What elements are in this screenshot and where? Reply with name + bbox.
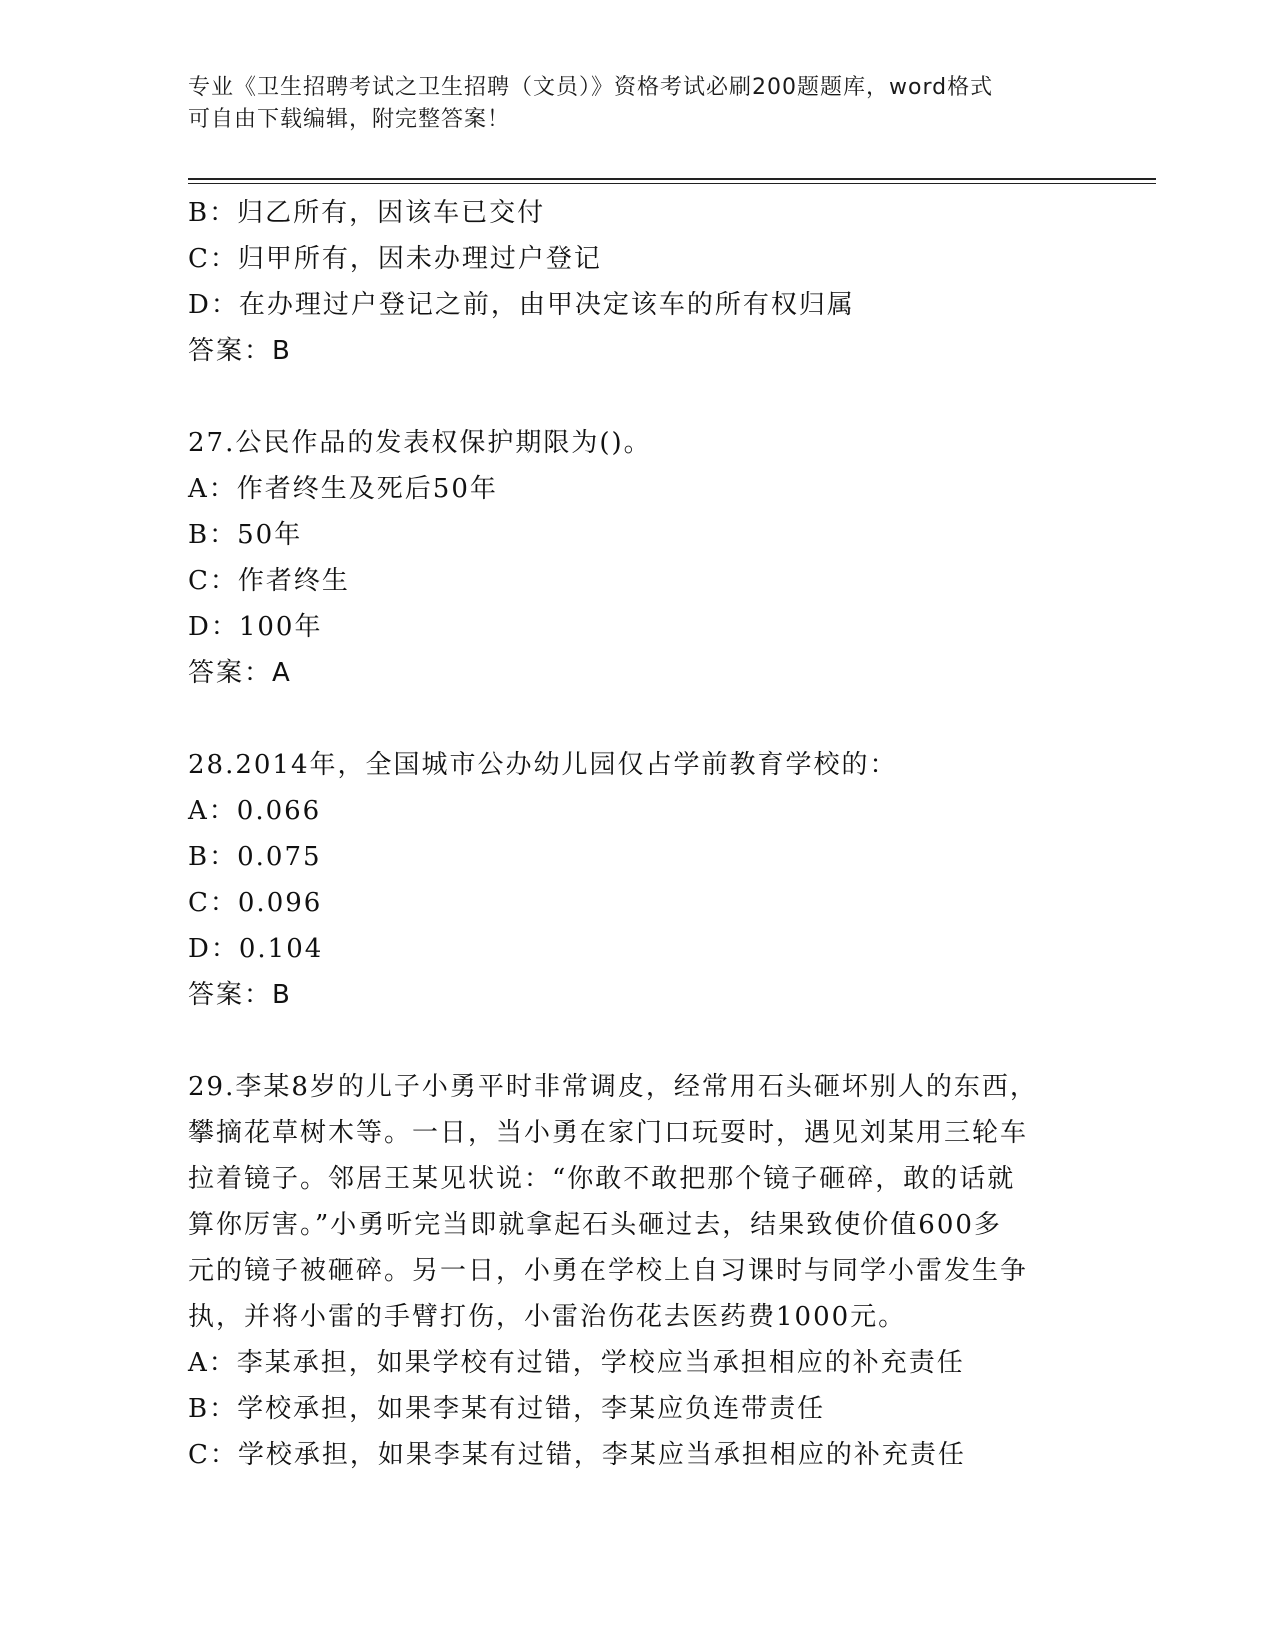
stem-line: 算你厉害。”小勇听完当即就拿起石头砸过去，结果致使价值600多 bbox=[188, 1210, 1002, 1240]
option-c: C：学校承担，如果李某有过错，李某应当承担相应的补充责任 bbox=[188, 1440, 966, 1470]
question-26-continued bbox=[188, 190, 1068, 374]
spacer bbox=[188, 374, 1068, 420]
spacer bbox=[188, 696, 1068, 742]
option-d: D：100年 bbox=[188, 612, 323, 642]
header-divider bbox=[188, 178, 1156, 180]
option-a: A：0.066 bbox=[188, 796, 322, 826]
option-d: D：在办理过户登记之前，由甲决定该车的所有权归属 bbox=[188, 290, 855, 320]
question-stem: 27.公民作品的发表权保护期限为()。 bbox=[188, 428, 652, 458]
question-stem: 28.2014年，全国城市公办幼儿园仅占学前教育学校的： bbox=[188, 750, 898, 780]
option-c: C：0.096 bbox=[188, 888, 323, 918]
stem-line: 29.李某8岁的儿子小勇平时非常调皮，经常用石头砸坏别人的东西， bbox=[188, 1072, 1038, 1102]
spacer bbox=[188, 1018, 1068, 1064]
question-29 bbox=[188, 1064, 1068, 1478]
stem-line: 拉着镜子。邻居王某见状说：“你敢不敢把那个镜子砸碎，敢的话就 bbox=[188, 1164, 1016, 1194]
answer-label: 答案：B bbox=[188, 336, 292, 366]
option-b: B：0.075 bbox=[188, 842, 322, 872]
question-28 bbox=[188, 742, 1068, 1018]
option-d: D：0.104 bbox=[188, 934, 324, 964]
option-c: C：作者终生 bbox=[188, 566, 350, 596]
option-b: B：学校承担，如果李某有过错，李某应负连带责任 bbox=[188, 1394, 826, 1424]
stem-line: 元的镜子被砸碎。另一日，小勇在学校上自习课时与同学小雷发生争 bbox=[188, 1256, 1029, 1286]
header-title-line-1: 专业《卫生招聘考试之卫生招聘（文员）》资格考试必刷200题题库，word格式 bbox=[188, 75, 994, 100]
option-c: C：归甲所有，因未办理过户登记 bbox=[188, 244, 602, 274]
answer-label: 答案：A bbox=[188, 658, 292, 688]
option-b: B：50年 bbox=[188, 520, 303, 550]
stem-line: 攀摘花草树木等。一日，当小勇在家门口玩耍时，遇见刘某用三轮车 bbox=[188, 1118, 1029, 1148]
question-27 bbox=[188, 420, 1068, 696]
option-a: A：作者终生及死后50年 bbox=[188, 474, 498, 504]
option-a: A：李某承担，如果学校有过错，学校应当承担相应的补充责任 bbox=[188, 1348, 965, 1378]
document-header bbox=[188, 72, 1068, 136]
header-divider-thin bbox=[188, 183, 1156, 184]
stem-line: 执，并将小雷的手臂打伤，小雷治伤花去医药费1000元。 bbox=[188, 1302, 907, 1332]
option-b: B：归乙所有，因该车已交付 bbox=[188, 198, 546, 228]
header-title-line-2: 可自由下载编辑，附完整答案！ bbox=[188, 107, 511, 132]
question-stem bbox=[188, 1064, 1068, 1340]
answer-label: 答案：B bbox=[188, 980, 292, 1010]
question-list bbox=[188, 190, 1068, 1478]
